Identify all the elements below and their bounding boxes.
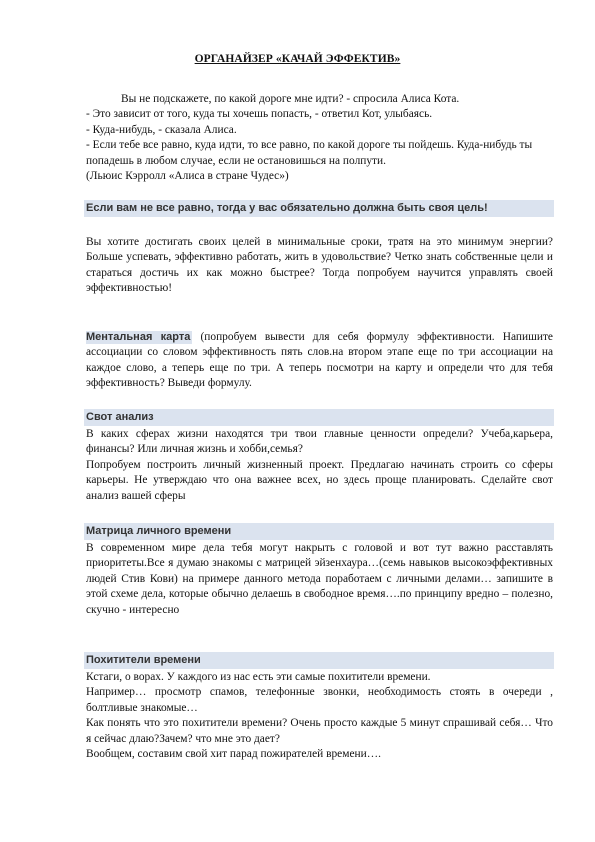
epigraph-line: - Куда-нибудь, - сказала Алиса. bbox=[86, 123, 237, 136]
swot-section bbox=[86, 427, 553, 504]
swot-paragraph: В каких сферах жизни находятся три твои главные ценности определи? Учеба,карьера, финансы? Или личная жизнь и хобби,семья? bbox=[86, 428, 553, 456]
swot-heading-bg bbox=[84, 409, 554, 426]
intro-paragraph: Вы хотите достигать своих целей в минимальные сроки, тратя на это минимум энергии? Больше успевать, эффективно работать, жить в удовольствие? Четко знать собственные цели и стараться достичь их как можно быстрее? Тогда попробуем научится управлять своей эффективностью! bbox=[86, 236, 553, 295]
epigraph bbox=[86, 92, 553, 184]
mental-map-text: (попробуем вывести для себя формулу эффективности. Напишите ассоциации со словом эффективность пять слов.на втором этапе еще по три ассоциации на каждое слово, а теперь еще по три. А теперь посмотри на карту и определи что для тебя эффективность? Выведи формулу. bbox=[86, 331, 553, 390]
epigraph-source: (Льюис Кэрролл «Алиса в стране Чудес») bbox=[86, 170, 289, 183]
swot-paragraph: Попробуем построить личный жизненный проект. Предлагаю начинать строить со сферы карьеры. Не утверждаю что она важнее всех, но здесь проще планировать. Сделайте свот анализ вашей сферы bbox=[86, 458, 553, 502]
mental-map-section bbox=[86, 330, 553, 392]
matrix-paragraph: В современном мире дела тебя могут накрыть с головой и вот тут важно расставлять приоритеты.Все я думаю знакомы с матрицей эйзенхаура…(семь навыков высокоэффективных людей Стив Кови) на примере данного метода поработаем с личными делами… запишите в этой схеме дела, которые обычно делаешь в свободное время….по принципу вредно – полезно, скучно - интересно bbox=[86, 542, 553, 616]
page-title: ОРГАНАЙЗЕР «КАЧАЙ ЭФФЕКТИВ» bbox=[194, 53, 401, 65]
epigraph-line: Вы не подскажете, по какой дороге мне идти? - спросила Алиса Кота. bbox=[121, 93, 460, 105]
thieves-line: Как понять что это похитители времени? Очень просто каждые 5 минут спрашивай себя… Что я сейчас длаю?Зачем? что мне это дает? bbox=[86, 717, 553, 745]
thieves-line: Например… просмотр спамов, телефонные звонки, необходимость стоять в очереди , болтливые знакомые… bbox=[86, 686, 553, 714]
mental-map-heading: Ментальная карта bbox=[86, 331, 191, 343]
thieves-line: Кстаги, о ворах. У каждого из нас есть эти самые похитители времени. bbox=[86, 671, 431, 683]
thieves-section bbox=[86, 670, 553, 762]
goal-banner: Если вам не все равно, тогда у вас обязательно должна быть своя цель! bbox=[86, 202, 488, 214]
matrix-heading: Матрица личного времени bbox=[86, 525, 232, 537]
swot-heading: Свот анализ bbox=[86, 411, 154, 423]
epigraph-line: - Если тебе все равно, куда идти, то все равно, по какой дороге ты пойдешь. Куда-нибудь ты попадешь в любом случае, если не остановишься на полпути. bbox=[86, 139, 533, 167]
thieves-line: Вообщем, составим свой хит парад пожирателей времени…. bbox=[86, 748, 381, 761]
epigraph-line: - Это зависит от того, куда ты хочешь попасть, - ответил Кот, улыбаясь. bbox=[86, 108, 433, 121]
thieves-heading: Похитители времени bbox=[86, 654, 201, 666]
